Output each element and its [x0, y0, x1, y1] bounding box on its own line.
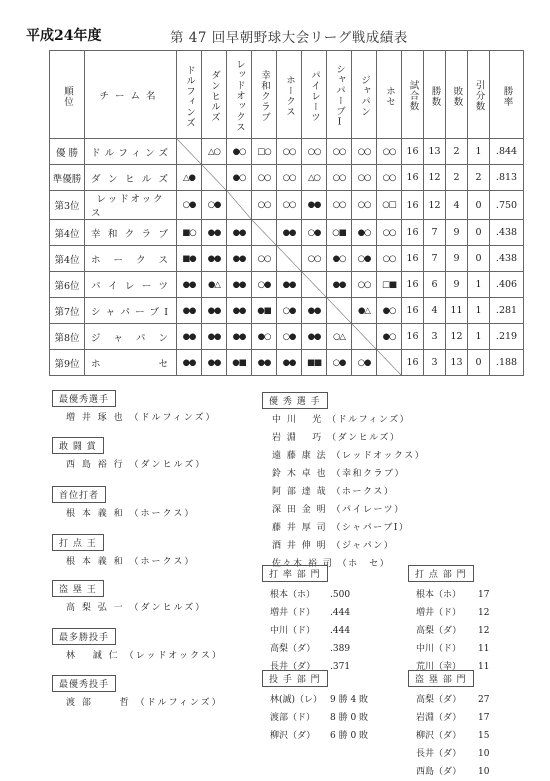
season-year: 平成24年度	[26, 28, 102, 44]
standings-row	[50, 246, 524, 272]
pitching-label: 投 手 部 門	[262, 670, 328, 687]
player-name: 増井（ド）	[416, 608, 462, 618]
award-block	[52, 486, 195, 519]
result-cell: ○○	[302, 139, 327, 165]
draws-cell: 0	[468, 246, 490, 272]
stat-value: 11	[478, 644, 490, 654]
losses-header: 敗数	[446, 51, 468, 139]
team-name-cell: レッドオックス	[85, 191, 177, 220]
pct-cell: .281	[490, 298, 524, 324]
result-cell: ●○	[377, 324, 402, 350]
result-cell: ●●	[277, 350, 302, 376]
result-cell: ○○	[327, 165, 352, 191]
player-name: 岩淵（ダ）	[416, 713, 462, 723]
wins-header: 勝数	[424, 51, 446, 139]
rbi-row	[408, 586, 508, 604]
result-cell: ●△	[202, 272, 227, 298]
steals-row	[408, 727, 508, 745]
result-cell: ○○	[352, 165, 377, 191]
losses-cell: 9	[446, 220, 468, 246]
result-cell: ●●	[327, 272, 352, 298]
self-match-cell	[352, 324, 377, 350]
rbi-list	[408, 586, 508, 676]
result-cell: ○○	[377, 246, 402, 272]
result-cell: ■●	[177, 246, 202, 272]
pct-header: 勝率	[490, 51, 524, 139]
rbi-row	[408, 622, 508, 640]
result-cell: ●●	[177, 350, 202, 376]
result-cell: ○●	[177, 191, 202, 220]
draws-cell: 1	[468, 139, 490, 165]
opponent-header: ダンヒルズ	[202, 51, 227, 139]
result-cell: ●●	[227, 220, 252, 246]
team-header: チーム名	[85, 51, 177, 139]
wins-cell: 13	[424, 139, 446, 165]
league-standings-table	[49, 50, 524, 376]
rank-cell: 第4位	[50, 220, 85, 246]
pct-cell: .438	[490, 246, 524, 272]
result-cell: ●●	[202, 246, 227, 272]
stat-value: 6 勝 0 敗	[330, 731, 369, 741]
result-cell: ○○	[252, 191, 277, 220]
player-name: 長井（ダ）	[270, 662, 316, 672]
wins-cell: 7	[424, 246, 446, 272]
steals-panel	[408, 670, 508, 781]
result-cell: ●●	[252, 350, 277, 376]
batting-row	[262, 622, 380, 640]
pct-cell: .844	[490, 139, 524, 165]
steals-row	[408, 709, 508, 727]
excellent-player: 中 川 光 （ドルフィンズ）	[272, 415, 411, 425]
result-cell: ●○	[327, 246, 352, 272]
excellent-player: 酒 井 伸 明 （ジャパン）	[272, 541, 395, 551]
result-cell: ○●	[302, 220, 327, 246]
rank-cell: 第8位	[50, 324, 85, 350]
player-name: 中川（ド）	[416, 644, 462, 654]
result-cell: ●●	[302, 324, 327, 350]
wins-cell: 4	[424, 298, 446, 324]
result-cell: ○○	[252, 246, 277, 272]
batting-row	[262, 586, 380, 604]
result-cell: ○○	[352, 139, 377, 165]
stat-value: 12	[478, 626, 490, 636]
result-cell: △●	[177, 165, 202, 191]
stat-value: .444	[330, 608, 351, 618]
excellent-label: 優 秀 選 手	[262, 392, 328, 409]
games-cell: 16	[402, 246, 424, 272]
excellent-player: 鈴 木 卓 也 （幸和クラブ）	[272, 469, 406, 479]
award-block	[52, 628, 223, 661]
losses-cell: 2	[446, 165, 468, 191]
award-block	[52, 534, 195, 567]
player-name: 荒川（幸）	[416, 662, 462, 672]
opponent-header: レッドオックス	[227, 51, 252, 139]
games-cell: 16	[402, 298, 424, 324]
rbi-panel	[408, 565, 508, 676]
draws-cell: 1	[468, 298, 490, 324]
stat-value: 11	[478, 662, 490, 672]
self-match-cell	[227, 191, 252, 220]
result-cell: ○●	[352, 350, 377, 376]
team-name-cell: ホークス	[85, 246, 177, 272]
steals-row	[408, 763, 508, 781]
result-cell: ●●	[202, 220, 227, 246]
award-label: 最優秀投手	[52, 675, 116, 692]
award-label: 最多勝投手	[52, 628, 116, 645]
steals-list	[408, 691, 508, 781]
rank-cell: 第3位	[50, 191, 85, 220]
standings-body	[50, 139, 524, 376]
opponent-header: ホークス	[277, 51, 302, 139]
team-name-cell: ドルフィンズ	[85, 139, 177, 165]
self-match-cell	[252, 220, 277, 246]
result-cell: ●●	[202, 298, 227, 324]
result-cell: ■○	[177, 220, 202, 246]
draws-cell: 1	[468, 324, 490, 350]
stat-value: 15	[478, 731, 490, 741]
result-cell: ●△	[352, 298, 377, 324]
self-match-cell	[202, 165, 227, 191]
result-cell: ●○	[352, 220, 377, 246]
wins-cell: 7	[424, 220, 446, 246]
standings-row	[50, 324, 524, 350]
losses-cell: 13	[446, 350, 468, 376]
excellent-list	[262, 411, 425, 573]
draws-header: 引分数	[468, 51, 490, 139]
rank-cell: 第7位	[50, 298, 85, 324]
pitching-row	[262, 691, 390, 709]
player-name: 増井（ド）	[270, 608, 316, 618]
pct-cell: .813	[490, 165, 524, 191]
draws-cell: 1	[468, 272, 490, 298]
excellent-player: 藤 井 厚 司 （シャパーブⅠ）	[272, 523, 410, 533]
self-match-cell	[277, 246, 302, 272]
losses-cell: 11	[446, 298, 468, 324]
player-name: 柳沢（ダ）	[270, 731, 316, 741]
team-name-cell: 幸和クラブ	[85, 220, 177, 246]
result-cell: ●●	[202, 350, 227, 376]
result-cell: ○●	[352, 246, 377, 272]
stat-value: 17	[478, 713, 490, 723]
player-name: 高梨（ダ）	[270, 644, 316, 654]
pct-cell: .750	[490, 191, 524, 220]
opponent-header: ドルフィンズ	[177, 51, 202, 139]
result-cell: ●●	[227, 246, 252, 272]
pct-cell: .188	[490, 350, 524, 376]
draws-cell: 0	[468, 350, 490, 376]
result-cell: ●●	[177, 272, 202, 298]
excellent-player: 岩 淵 巧 （ダンヒルズ）	[272, 433, 401, 443]
games-cell: 16	[402, 220, 424, 246]
self-match-cell	[327, 298, 352, 324]
opponent-header: ホセ	[377, 51, 402, 139]
result-cell: □○	[252, 139, 277, 165]
result-cell: ●●	[177, 324, 202, 350]
games-cell: 16	[402, 350, 424, 376]
award-label: 打 点 王	[52, 534, 104, 551]
result-cell: ○○	[302, 246, 327, 272]
result-cell: ●■	[252, 298, 277, 324]
opponent-header: 幸和クラブ	[252, 51, 277, 139]
award-winner: 根 本 義 和 （ホークス）	[66, 557, 196, 567]
player-name: 林(誠)（レ）	[270, 695, 323, 705]
result-cell: □■	[377, 272, 402, 298]
standings-row	[50, 298, 524, 324]
pct-cell: .438	[490, 220, 524, 246]
result-cell: ○○	[252, 165, 277, 191]
team-name-cell: ホセ	[85, 350, 177, 376]
wins-cell: 3	[424, 350, 446, 376]
award-label: 盗 塁 王	[52, 580, 104, 597]
result-cell: ●○	[227, 165, 252, 191]
result-cell: ●●	[177, 298, 202, 324]
draws-cell: 2	[468, 165, 490, 191]
award-label: 最優秀選手	[52, 390, 116, 407]
rank-header: 順位	[50, 51, 85, 139]
result-cell: ○■	[327, 220, 352, 246]
rbi-row	[408, 640, 508, 658]
result-cell: ○○	[352, 272, 377, 298]
stat-value: 12	[478, 608, 490, 618]
games-cell: 16	[402, 139, 424, 165]
award-block	[52, 580, 206, 613]
team-name-cell: シャパーブⅠ	[85, 298, 177, 324]
draws-cell: 0	[468, 220, 490, 246]
losses-cell: 4	[446, 191, 468, 220]
wins-cell: 6	[424, 272, 446, 298]
excellent-player: 阿 部 達 哉 （ホークス）	[272, 487, 395, 497]
award-winner: 高 梨 弘 一 （ダンヒルズ）	[66, 603, 207, 613]
standings-row	[50, 139, 524, 165]
result-cell: ○○	[327, 139, 352, 165]
steals-label: 盗 塁 部 門	[408, 670, 474, 687]
player-name: 中川（ド）	[270, 626, 316, 636]
result-cell: △○	[202, 139, 227, 165]
pitching-panel	[262, 670, 390, 745]
losses-cell: 12	[446, 324, 468, 350]
result-cell: △○	[302, 165, 327, 191]
award-block	[52, 437, 206, 470]
rank-cell: 準優勝	[50, 165, 85, 191]
result-cell: ●●	[227, 324, 252, 350]
player-name: 高梨（ダ）	[416, 695, 462, 705]
stat-value: 10	[478, 767, 490, 777]
pitching-row	[262, 709, 390, 727]
result-cell: ○○	[377, 139, 402, 165]
wins-cell: 3	[424, 324, 446, 350]
games-cell: 16	[402, 165, 424, 191]
batting-list	[262, 586, 380, 676]
team-name-cell: ダンヒルズ	[85, 165, 177, 191]
result-cell: ○○	[377, 165, 402, 191]
stat-value: 27	[478, 695, 490, 705]
standings-row	[50, 220, 524, 246]
standings-row	[50, 272, 524, 298]
stat-value: 10	[478, 749, 490, 759]
stat-value: 17	[478, 590, 490, 600]
pct-cell: .219	[490, 324, 524, 350]
result-cell: ○○	[277, 165, 302, 191]
batting-row	[262, 640, 380, 658]
header-row	[50, 51, 524, 139]
opponent-header: ジャパン	[352, 51, 377, 139]
award-winner: 増 井 琢 也 （ドルフィンズ）	[66, 413, 217, 423]
result-cell: ○●	[277, 324, 302, 350]
award-label: 首位打者	[52, 486, 106, 503]
batting-row	[262, 604, 380, 622]
steals-row	[408, 745, 508, 763]
award-winner: 西 島 裕 行 （ダンヒルズ）	[66, 460, 207, 470]
result-cell: ○○	[377, 220, 402, 246]
result-cell: ○●	[252, 272, 277, 298]
games-cell: 16	[402, 272, 424, 298]
rank-cell: 第4位	[50, 246, 85, 272]
result-cell: ●●	[277, 272, 302, 298]
result-cell: ○△	[327, 324, 352, 350]
rank-cell: 優 勝	[50, 139, 85, 165]
result-cell: ●●	[227, 272, 252, 298]
draws-cell: 0	[468, 191, 490, 220]
result-cell: ○○	[327, 191, 352, 220]
result-cell: ●○	[252, 324, 277, 350]
pitching-list	[262, 691, 390, 745]
pitching-row	[262, 727, 390, 745]
award-winner: 林 誠 仁 （レッドオックス）	[66, 651, 223, 661]
player-name: 西島（ダ）	[416, 767, 462, 777]
team-name-cell: ジャパン	[85, 324, 177, 350]
excellent-player: 佐々木 裕 司 （ホ セ）	[272, 559, 391, 569]
award-block	[52, 675, 223, 708]
rbi-label: 打 点 部 門	[408, 565, 474, 582]
result-cell: ○●	[327, 350, 352, 376]
award-label: 敢 闘 賞	[52, 437, 104, 454]
games-header: 試合数	[402, 51, 424, 139]
stat-value: .371	[330, 662, 351, 672]
result-cell: ●○	[227, 139, 252, 165]
player-name: 根本（ホ）	[416, 590, 462, 600]
result-cell: ○●	[277, 298, 302, 324]
self-match-cell	[177, 139, 202, 165]
excellent-player: 深 田 金 明 （パイレーツ）	[272, 505, 405, 515]
batting-panel	[262, 565, 380, 676]
losses-cell: 9	[446, 246, 468, 272]
opponent-header: シャパーブⅠ	[327, 51, 352, 139]
standings-row	[50, 191, 524, 220]
rank-cell: 第9位	[50, 350, 85, 376]
result-cell: ●●	[302, 191, 327, 220]
wins-cell: 12	[424, 165, 446, 191]
stat-value: 9 勝 4 敗	[330, 695, 369, 705]
batting-label: 打 率 部 門	[262, 565, 328, 582]
result-cell: ●●	[227, 298, 252, 324]
result-cell: ○○	[352, 191, 377, 220]
result-cell: ○○	[277, 139, 302, 165]
player-name: 根本（ホ）	[270, 590, 316, 600]
result-cell: ●●	[202, 324, 227, 350]
award-block	[52, 390, 216, 423]
stat-value: 8 勝 0 敗	[330, 713, 369, 723]
stat-value: .389	[330, 644, 351, 654]
result-cell: ○□	[377, 191, 402, 220]
result-cell: ●○	[377, 298, 402, 324]
standings-row	[50, 350, 524, 376]
self-match-cell	[377, 350, 402, 376]
result-cell: ○●	[202, 191, 227, 220]
page-title: 第 47 回早朝野球大会リーグ戦成績表	[170, 30, 408, 46]
result-cell: ●■	[227, 350, 252, 376]
games-cell: 16	[402, 324, 424, 350]
stat-value: .500	[330, 590, 351, 600]
result-cell: ●●	[277, 220, 302, 246]
self-match-cell	[302, 272, 327, 298]
excellent-players	[262, 392, 425, 573]
excellent-player: 遠 藤 康 法 （レッドオックス）	[272, 451, 426, 461]
stat-value: .444	[330, 626, 351, 636]
losses-cell: 2	[446, 139, 468, 165]
player-name: 高梨（ダ）	[416, 626, 462, 636]
result-cell: ■■	[302, 350, 327, 376]
award-winner: 根 本 義 和 （ホークス）	[66, 509, 196, 519]
pct-cell: .406	[490, 272, 524, 298]
losses-cell: 9	[446, 272, 468, 298]
result-cell: ●●	[302, 298, 327, 324]
player-name: 長井（ダ）	[416, 749, 462, 759]
steals-row	[408, 691, 508, 709]
games-cell: 16	[402, 191, 424, 220]
award-winner: 渡 部 哲 （ドルフィンズ）	[66, 698, 223, 708]
rbi-row	[408, 604, 508, 622]
result-cell: ○○	[277, 191, 302, 220]
opponent-header: パイレーツ	[302, 51, 327, 139]
wins-cell: 12	[424, 191, 446, 220]
rank-cell: 第6位	[50, 272, 85, 298]
standings-row	[50, 165, 524, 191]
team-name-cell: パイレーツ	[85, 272, 177, 298]
player-name: 渡部（ド）	[270, 713, 316, 723]
player-name: 柳沢（ダ）	[416, 731, 462, 741]
